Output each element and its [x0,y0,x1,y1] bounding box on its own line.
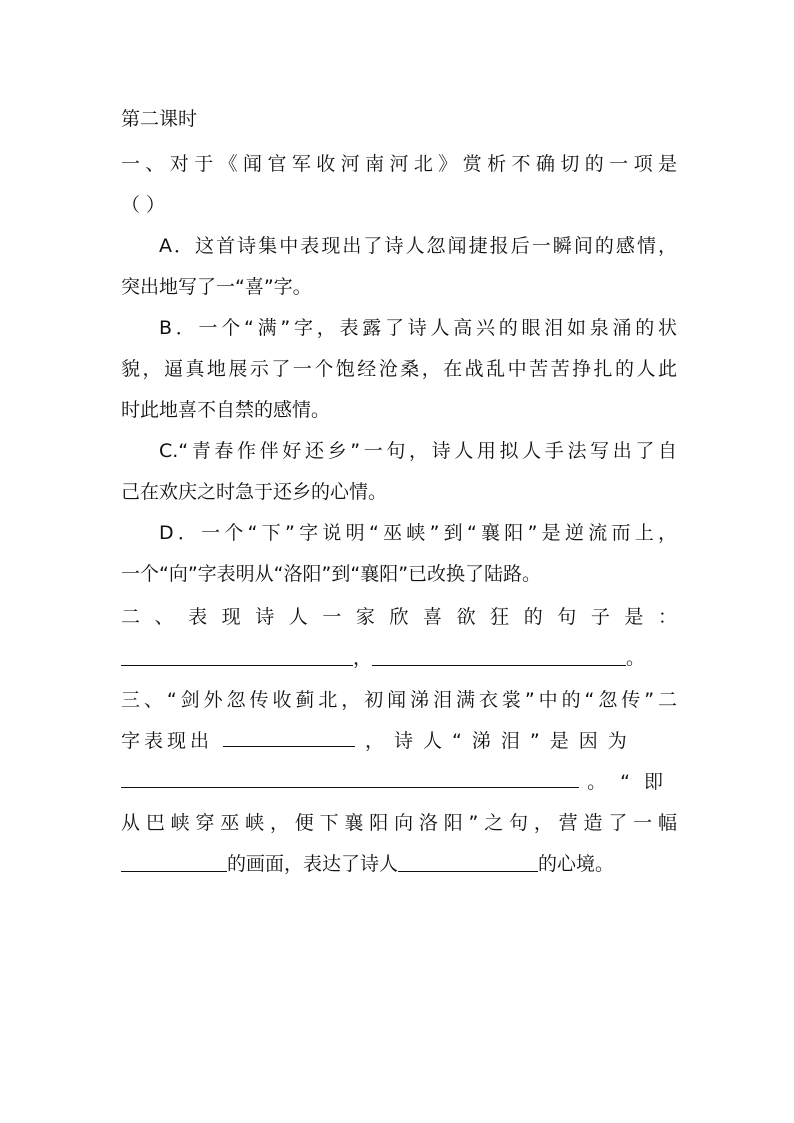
q3-text-d: 的画面，表达了诗人 [227,853,399,875]
answer-blank-6[interactable] [398,853,538,872]
option-c-line1: C.“青春作伴好还乡”一句，诗人用拟人手法写出了自 [159,440,677,462]
answer-blank-2[interactable] [372,647,626,666]
answer-blank-4[interactable] [121,769,579,788]
comma: ， [353,647,373,669]
lesson-title: 第二课时 [121,108,198,130]
answer-blank-1[interactable] [121,647,353,666]
question-3-line5 [121,844,677,885]
question-3-line1: 三、“剑外忽传收蓟北，初闻涕泪满衣裳”中的“忽传”二 [121,689,677,711]
q3-text-e: 的心境。 [538,853,615,875]
option-b-line2: 貌，逼真地展示了一个饱经沧桑，在战乱中苦苦挣扎的人此 [121,358,677,380]
question-1-answer-paren: （ ） [121,194,166,216]
option-c-line2: 己在欢庆之时急于还乡的心情。 [121,481,388,503]
question-2-stem [121,597,677,638]
option-a-line2: 突出地写了一“喜”字。 [121,276,312,298]
q3-text-a: 字表现出 [121,730,214,752]
question-1-stem [121,144,677,185]
question-3-line2 [121,721,677,762]
question-2-stem-text: 二、表现诗人一家欣喜欲狂的句子是： [121,606,677,628]
question-3-line3 [121,762,677,803]
option-a [121,226,677,308]
option-d [121,513,677,595]
q3-text-c: 。“即 [587,771,677,793]
option-c [121,431,677,513]
option-b [121,308,677,431]
answer-blank-3[interactable] [223,728,355,747]
option-b-line1: B．一个“满”字，表露了诗人高兴的眼泪如泉涌的状 [159,317,677,339]
answer-blank-5[interactable] [121,853,227,872]
question-1-stem-text: 一、对于《闻官军收河南河北》赏析不确切的一项是 [121,153,677,175]
q3-text-b: ，诗人“涕泪”是因为 [365,730,637,752]
option-d-line1: D．一个“下”字说明“巫峡”到“襄阳”是逆流而上， [159,522,677,544]
option-a-line1: A．这首诗集中表现出了诗人忽闻捷报后一瞬间的感情， [159,235,677,257]
question-3 [121,680,677,885]
option-d-line2: 一个“向”字表明从“洛阳”到“襄阳”已改换了陆路。 [121,563,542,585]
question-2-blanks [121,638,677,679]
question-3-line4: 从巴峡穿巫峡，便下襄阳向洛阳”之句，营造了一幅 [121,812,677,834]
period: 。 [626,647,646,669]
option-b-line3: 时此地喜不自禁的感情。 [121,399,331,421]
